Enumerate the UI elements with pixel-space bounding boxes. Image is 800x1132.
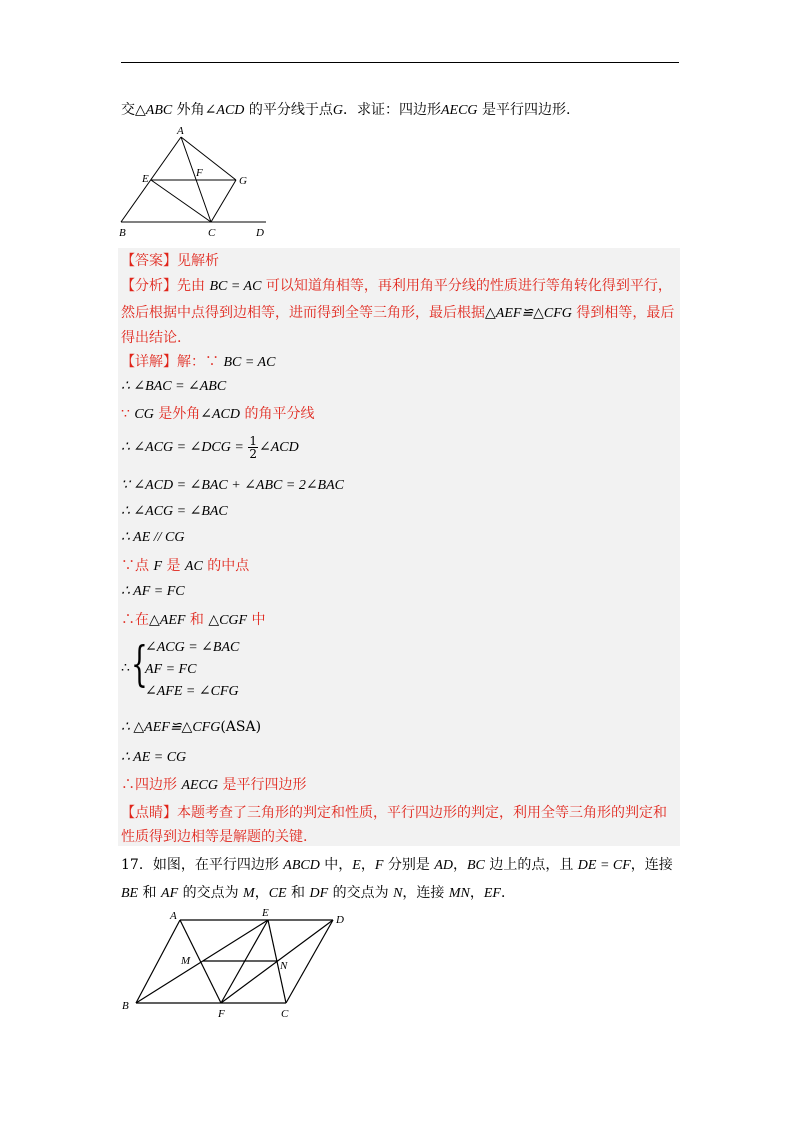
comment-line-1 xyxy=(121,804,667,822)
analysis-tag: 【分析】 xyxy=(121,278,177,294)
detail-text: 中 xyxy=(247,612,266,628)
detail-math: F xyxy=(153,559,163,574)
detail-line-13 xyxy=(121,776,306,795)
detail-math: AC xyxy=(184,559,203,574)
detail-math: ∠ACD xyxy=(200,407,240,422)
intro-text: ．求证：四边形 xyxy=(342,102,441,118)
q17-text: ， xyxy=(452,857,467,873)
analysis-math: BC = AC xyxy=(209,279,262,294)
detail-math: AECG xyxy=(181,778,219,793)
q17-text: 17．如图，在平行四边形 xyxy=(121,857,284,873)
label-N: N xyxy=(280,960,288,972)
detail-line-8 xyxy=(121,557,249,576)
label-D: D xyxy=(336,914,344,926)
analysis-text: 可以知道角相等，再利用角平分线的性质进行等角转化得到平行， xyxy=(261,278,672,294)
comment-line-2: 性质得到边相等是解题的关键. xyxy=(121,829,308,845)
q17-text: ， xyxy=(360,857,375,873)
q17-math: DE = CF xyxy=(577,858,631,873)
q17-text: 的交点为 xyxy=(328,885,394,901)
q17-text: 分别是 xyxy=(383,857,435,873)
detail-tag: 【详解】 xyxy=(121,354,177,370)
detail-text: ∵点 xyxy=(121,558,154,574)
intro-text: 的平分线于点 xyxy=(244,102,333,118)
header-rule xyxy=(121,62,679,63)
fraction-denominator: 2 xyxy=(249,446,257,461)
detail-text: 解：∵ xyxy=(177,354,224,370)
analysis-text: 先由 xyxy=(177,278,210,294)
q17-math: BC xyxy=(466,858,485,873)
intro-math: AECG xyxy=(440,103,478,118)
label-C: C xyxy=(281,1008,289,1020)
analysis-math: △AEF≌△CFG xyxy=(485,306,572,321)
question-17-line-1 xyxy=(121,856,673,875)
analysis-line-1 xyxy=(121,277,672,296)
question-17-line-2 xyxy=(121,884,515,903)
detail-line-6: ∴ ∠ACG = ∠BAC xyxy=(121,504,228,519)
label-A: A xyxy=(170,910,177,922)
analysis-text: 得到相等，最后 xyxy=(571,305,675,321)
q17-text: ， xyxy=(469,885,484,901)
q17-math: AD xyxy=(434,858,453,873)
intro-math: ∠ACD xyxy=(204,103,245,118)
problem-intro xyxy=(121,101,570,120)
intro-math: G xyxy=(332,103,343,118)
detail-line-11 xyxy=(121,718,261,737)
fraction-numerator: 1 xyxy=(249,433,257,448)
answer-text: 见解析 xyxy=(177,253,219,269)
detail-text: 的角平分线 xyxy=(240,406,315,422)
parallelogram-figure xyxy=(118,905,353,1025)
label-C: C xyxy=(208,227,216,239)
label-M: M xyxy=(181,955,191,967)
label-B: B xyxy=(122,1000,129,1012)
comment-tag: 【点睛】 xyxy=(121,805,177,821)
system-eq-3: ∠AFE = ∠CFG xyxy=(145,684,239,699)
detail-text: ∴四边形 xyxy=(121,777,182,793)
q17-text: 和 xyxy=(138,885,162,901)
detail-line-1 xyxy=(121,353,275,372)
analysis-line-3: 得出结论. xyxy=(121,330,182,346)
intro-text: 外角 xyxy=(172,102,205,118)
detail-line-2: ∴ ∠BAC = ∠ABC xyxy=(121,379,227,394)
detail-math: CG xyxy=(134,407,154,422)
label-E: E xyxy=(142,173,149,185)
detail-math: △AEF xyxy=(149,613,186,628)
fraction-half xyxy=(248,435,258,460)
label-B: B xyxy=(119,227,126,239)
q17-text: ，连接 xyxy=(630,857,673,873)
label-D: D xyxy=(256,227,264,239)
q17-text: 和 xyxy=(286,885,310,901)
q17-math: F xyxy=(374,858,384,873)
answer-line xyxy=(121,252,219,270)
detail-line-7: ∴ AE // CG xyxy=(121,530,185,545)
answer-tag: 【答案】 xyxy=(121,253,177,269)
q17-text: ． xyxy=(500,885,515,901)
detail-text: 是外角 xyxy=(153,406,201,422)
triangle-figure xyxy=(116,122,281,240)
detail-text: 是 xyxy=(162,558,185,574)
label-G: G xyxy=(239,175,247,187)
q17-text: 边上的点，且 xyxy=(484,857,578,873)
q17-math: EF xyxy=(483,886,501,901)
q17-math: MN xyxy=(448,886,470,901)
q17-math: N xyxy=(393,886,403,901)
q17-text: 的交点为 xyxy=(178,885,244,901)
q17-text: ，连接 xyxy=(402,885,449,901)
detail-math: ∠ACD xyxy=(258,440,299,455)
detail-text: 和 xyxy=(185,612,209,628)
q17-math: AF xyxy=(161,886,179,901)
solution-panel xyxy=(118,248,680,846)
q17-text: ， xyxy=(254,885,269,901)
q17-math: CE xyxy=(268,886,287,901)
q17-math: DF xyxy=(309,886,329,901)
label-F: F xyxy=(218,1008,225,1020)
system-prefix: ∴ xyxy=(121,660,130,676)
detail-math: ∴ △AEF≌△CFG xyxy=(121,720,221,735)
q17-math: ABCD xyxy=(283,858,320,873)
detail-line-5: ∵ ∠ACD = ∠BAC + ∠ABC = 2∠BAC xyxy=(121,478,344,493)
detail-line-4 xyxy=(121,432,299,463)
intro-text: 交 xyxy=(121,102,135,118)
q17-math: E xyxy=(352,858,361,873)
detail-line-10 xyxy=(121,611,266,630)
label-A: A xyxy=(177,125,184,137)
label-F: F xyxy=(196,167,203,179)
system-brace: { xyxy=(131,636,148,692)
q17-text: 中， xyxy=(319,857,353,873)
system-eq-1: ∠ACG = ∠BAC xyxy=(145,640,240,655)
detail-line-12: ∴ AE = CG xyxy=(121,750,187,765)
detail-line-9: ∴ AF = FC xyxy=(121,584,185,599)
analysis-line-2 xyxy=(121,304,674,323)
intro-math: △ABC xyxy=(135,103,173,118)
detail-text: 是平行四边形 xyxy=(218,777,307,793)
detail-text: ∵ xyxy=(121,406,135,422)
analysis-text: 然后根据中点得到边相等，进而得到全等三角形，最后根据 xyxy=(121,305,485,321)
q17-math: BE xyxy=(121,886,139,901)
intro-text: 是平行四边形. xyxy=(477,102,571,118)
system-eq-2: AF = FC xyxy=(145,662,197,677)
detail-math: BC = AC xyxy=(223,355,276,370)
detail-text: ∴在 xyxy=(121,612,149,628)
comment-text: 本题考查了三角形的判定和性质，平行四边形的判定，利用全等三角形的判定和 xyxy=(177,805,667,821)
detail-math: △CGF xyxy=(208,613,248,628)
label-E: E xyxy=(262,907,269,919)
detail-line-3 xyxy=(121,405,314,424)
q17-math: M xyxy=(243,886,255,901)
detail-text: (ASA) xyxy=(220,719,262,735)
detail-math: ∴ ∠ACG = ∠DCG = xyxy=(121,440,248,455)
detail-text: 的中点 xyxy=(202,558,250,574)
